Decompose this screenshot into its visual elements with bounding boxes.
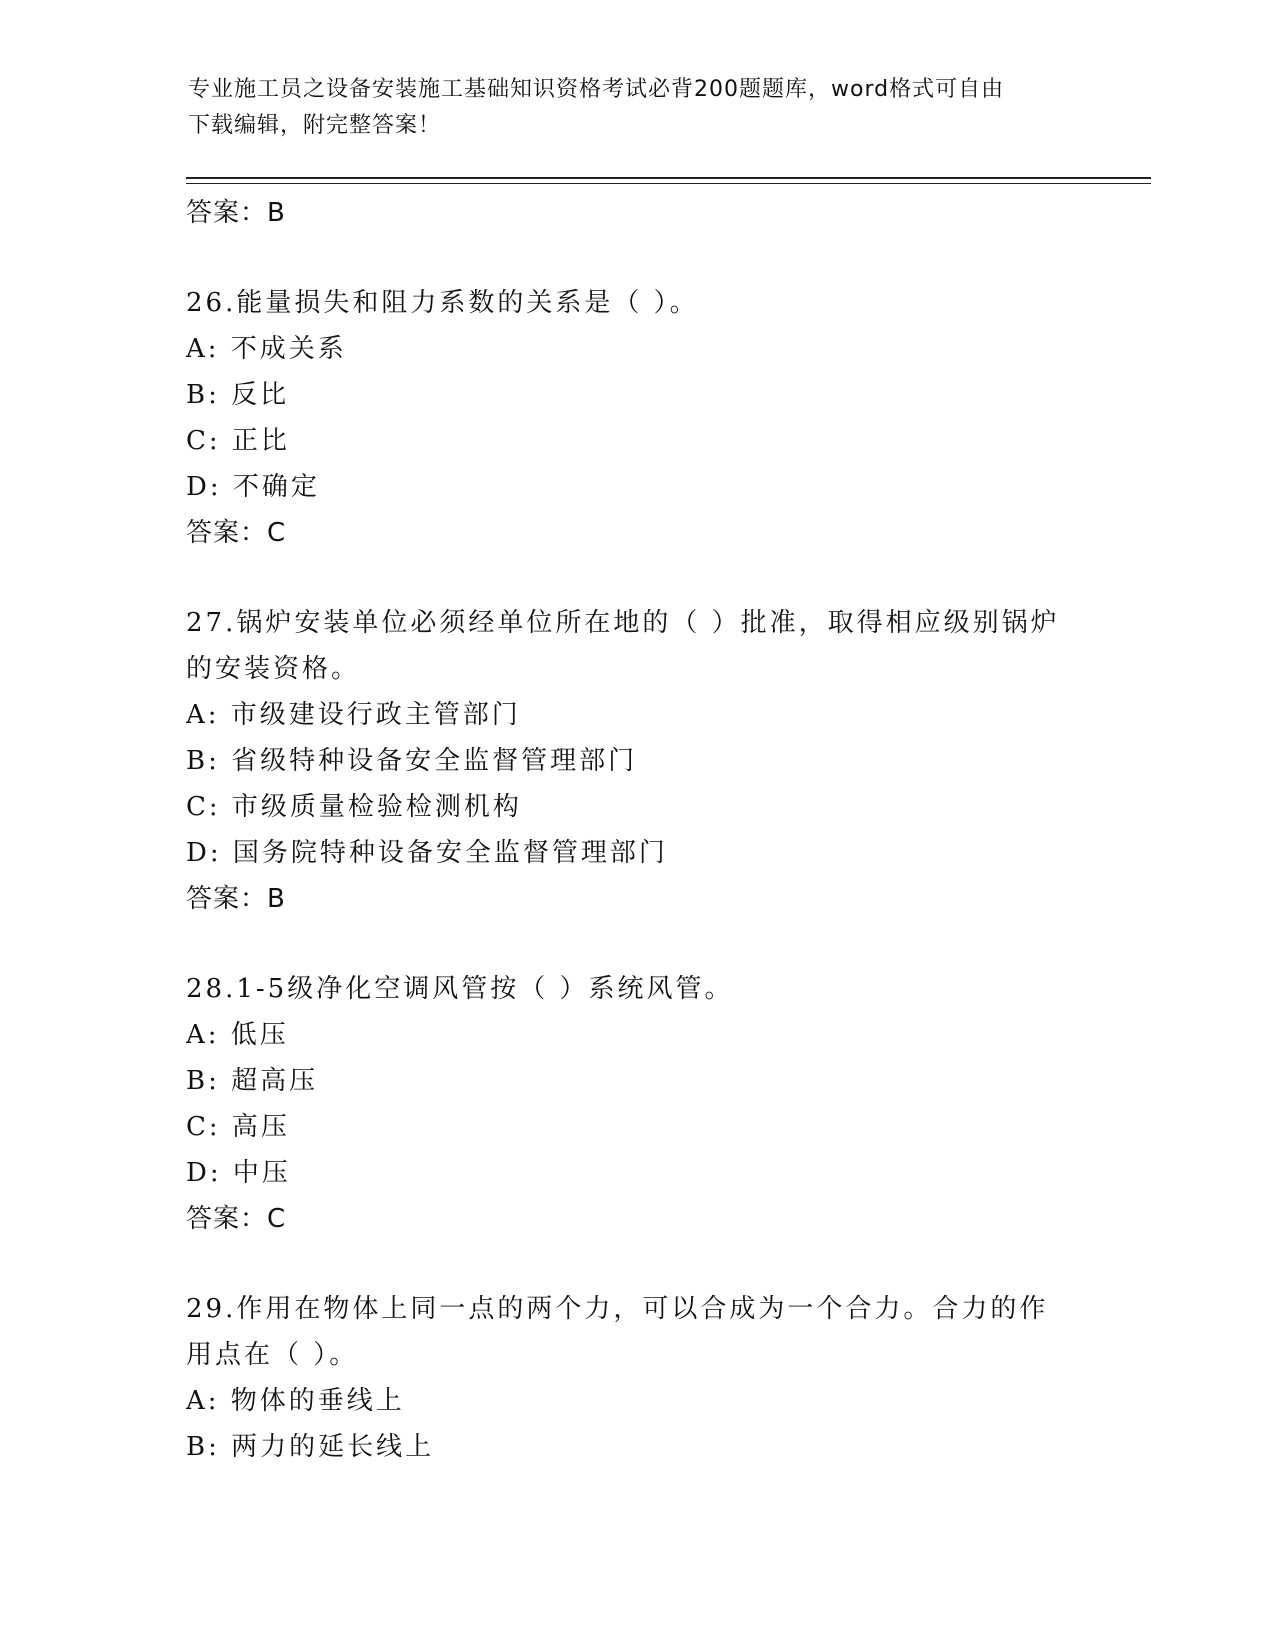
option-c: C: 高压 xyxy=(186,1112,290,1142)
option-a: A: 物体的垂线上 xyxy=(186,1386,405,1416)
option-a: A: 低压 xyxy=(186,1020,289,1050)
question-29 xyxy=(186,1286,1086,1470)
question-stem: 28.1-5级净化空调风管按（ ）系统风管。 xyxy=(186,974,734,1004)
option-b: B: 反比 xyxy=(186,380,290,410)
header-line-1: 专业施工员之设备安装施工基础知识资格考试必背200题题库，word格式可自由 xyxy=(188,77,1005,102)
option-d: D: 不确定 xyxy=(186,472,320,502)
document-header xyxy=(188,72,1088,144)
question-stem: 26.能量损失和阻力系数的关系是（ ）。 xyxy=(186,288,699,318)
question-list xyxy=(186,190,1086,1470)
question-27 xyxy=(186,600,1086,922)
header-rule-thick xyxy=(186,177,1151,179)
question-stem: 27.锅炉安装单位必须经单位所在地的（ ）批准，取得相应级别锅炉的安装资格。 xyxy=(186,608,1060,684)
previous-answer: 答案：B xyxy=(186,198,286,228)
option-c: C: 正比 xyxy=(186,426,290,456)
option-a: A: 不成关系 xyxy=(186,334,347,364)
option-d: D: 国务院特种设备安全监督管理部门 xyxy=(186,838,668,868)
option-b: B: 两力的延长线上 xyxy=(186,1432,435,1462)
option-b: B: 超高压 xyxy=(186,1066,319,1096)
answer: 答案：B xyxy=(186,884,286,914)
answer: 答案：C xyxy=(186,1204,287,1234)
option-d: D: 中压 xyxy=(186,1158,291,1188)
option-b: B: 省级特种设备安全监督管理部门 xyxy=(186,746,638,776)
answer: 答案：C xyxy=(186,518,287,548)
question-26 xyxy=(186,280,1086,556)
header-rule-thin xyxy=(186,183,1151,184)
option-a: A: 市级建设行政主管部门 xyxy=(186,700,521,730)
option-c: C: 市级质量检验检测机构 xyxy=(186,792,522,822)
question-stem: 29.作用在物体上同一点的两个力，可以合成为一个合力。合力的作用点在（ ）。 xyxy=(186,1294,1049,1370)
header-line-2: 下载编辑，附完整答案！ xyxy=(188,113,442,138)
question-28 xyxy=(186,966,1086,1242)
